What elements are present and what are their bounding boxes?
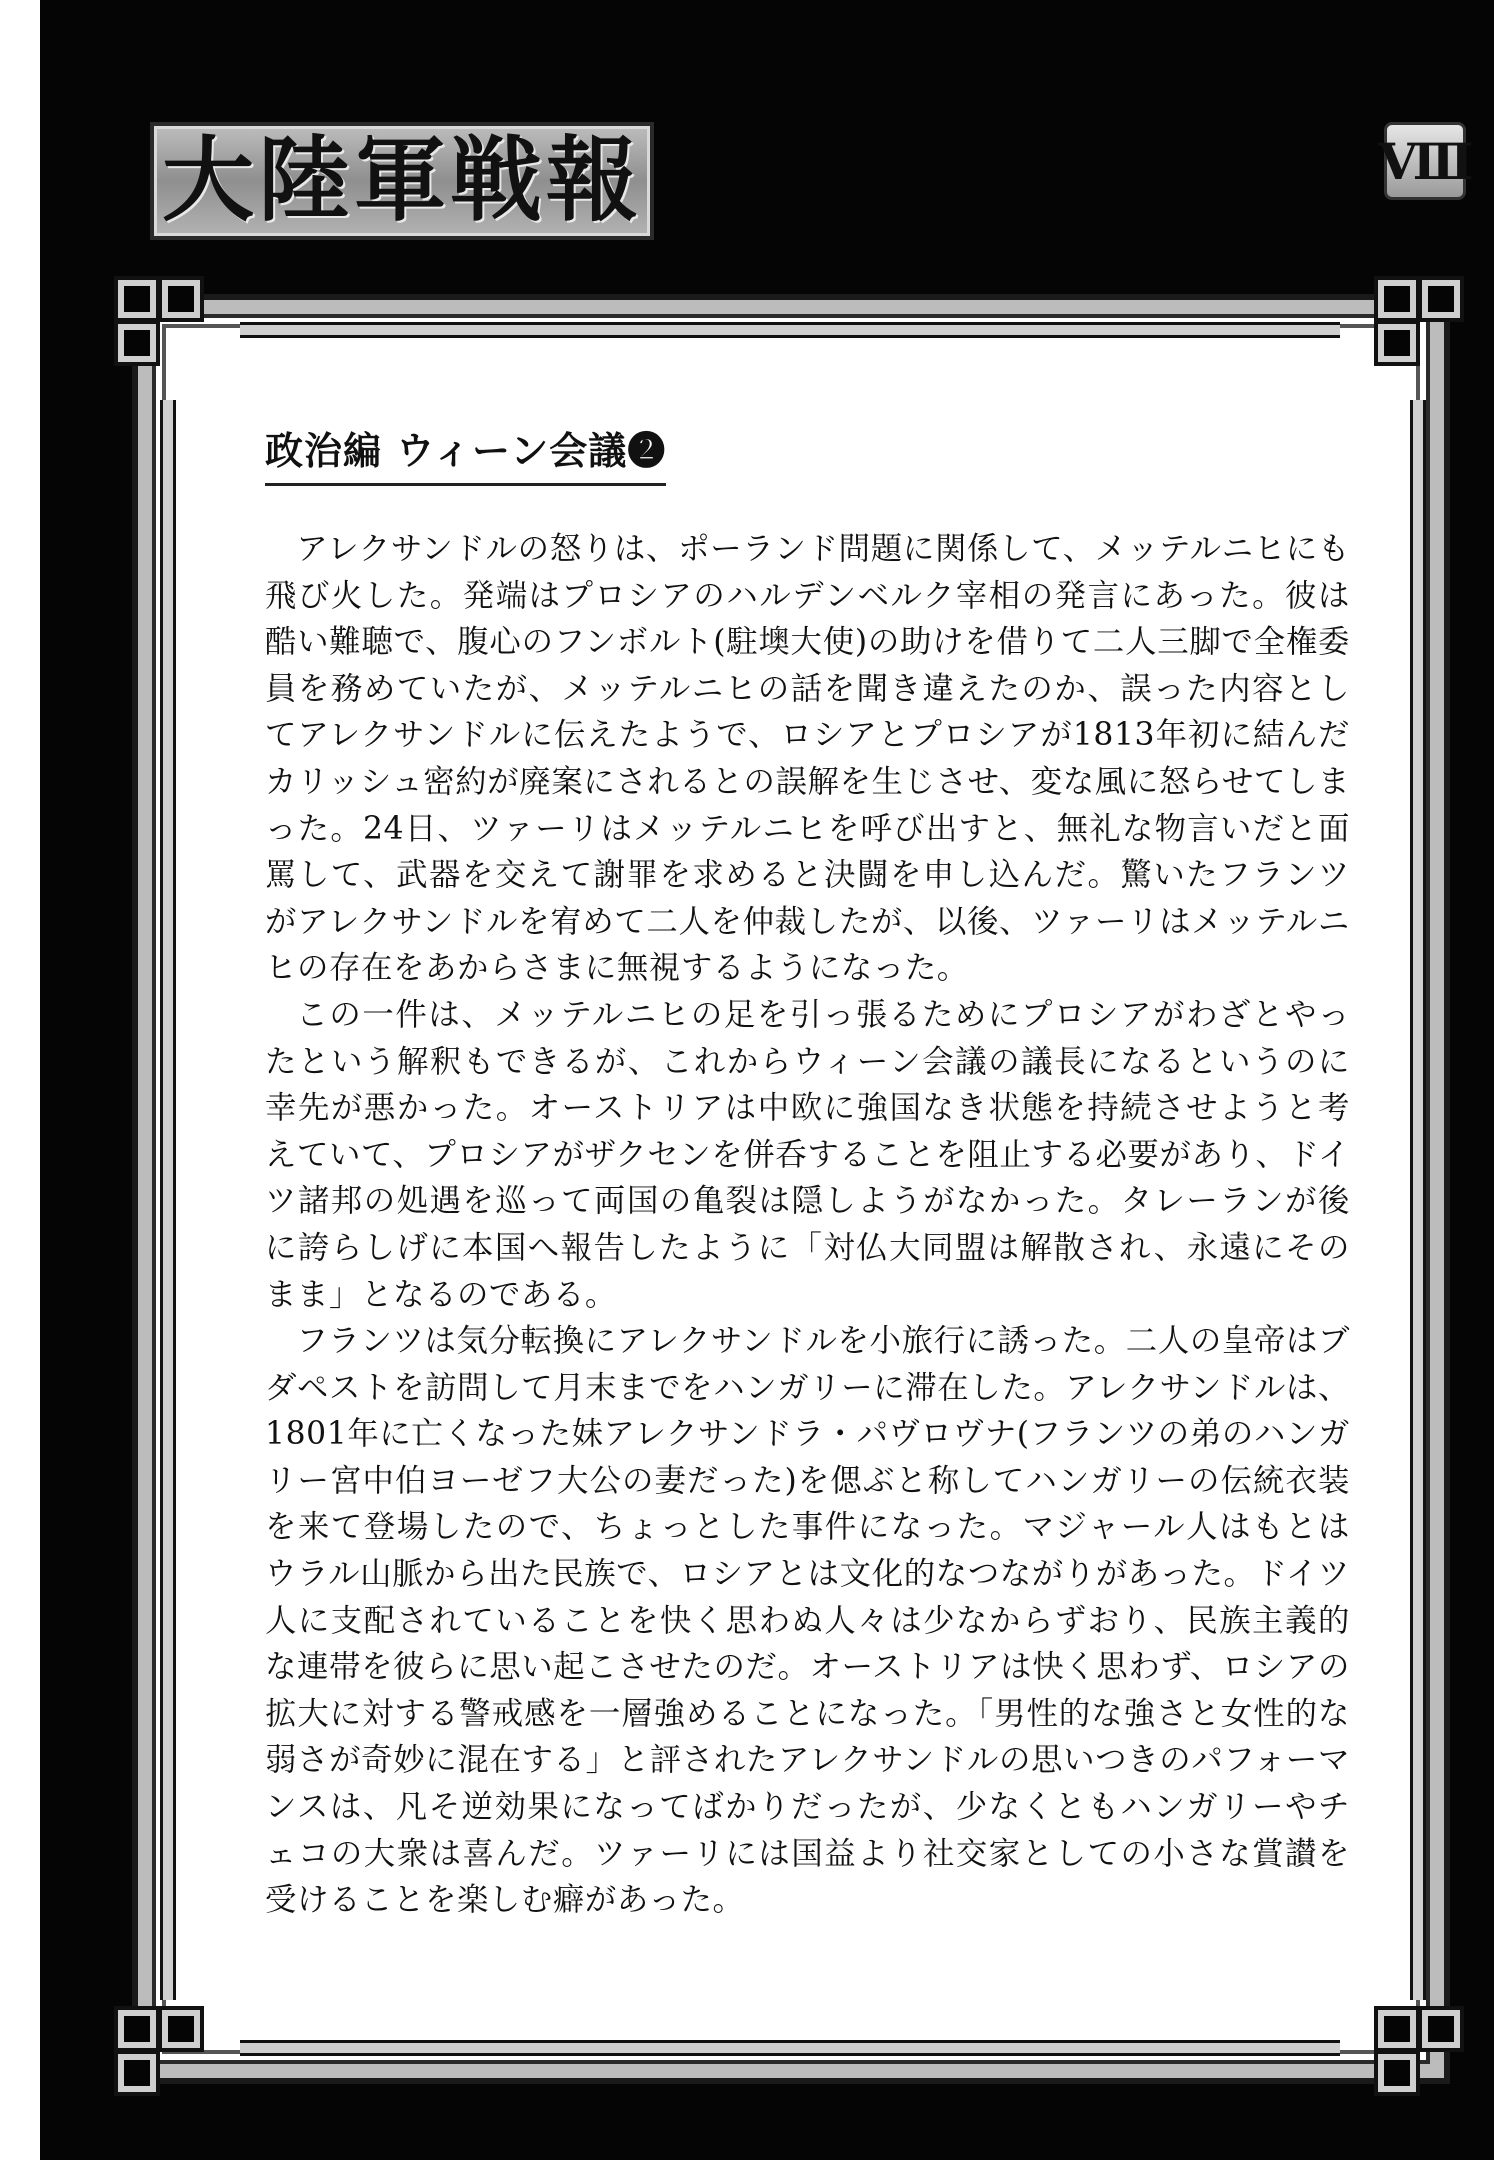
series-title-plate	[150, 122, 654, 240]
frame-corner-ornament	[1378, 280, 1464, 366]
frame-corner-ornament	[118, 2010, 204, 2096]
volume-badge	[1378, 122, 1472, 200]
frame-bottom-bar	[240, 2040, 1340, 2056]
frame-left-bar	[160, 400, 176, 2000]
paragraph: アレクサンドルの怒りは、ポーランド問題に関係して、メッテルニヒにも飛び火した。発端はプロシアのハルデンベルク宰相の発言にあった。彼は酷い難聴で、腹心のフンボルト(駐墺大使)の助けを借りて二人三脚で全権委員を務めていたが、メッテルニヒの話を聞き違えたのか、誤った内容としてアレクサンドルに伝えたようで、ロシアとプロシアが1813年初に結んだカリッシュ密約が廃案にされるとの誤解を生じさせ、変な風に怒らせてしまった。24日、ツァーリはメッテルニヒを呼び出すと、無礼な物言いだと面罵して、武器を交えて謝罪を求めると決闘を申し込んだ。驚いたフランツがアレクサンドルを宥めて二人を仲裁したが、以後、ツァーリはメッテルニヒの存在をあからさまに無視するようになった。	[265, 531, 1350, 987]
section-heading: 政治編 ウィーン会議❷	[265, 420, 666, 486]
paragraph: この一件は、メッテルニヒの足を引っ張るためにプロシアがわざとやったという解釈もできるが、これからウィーン会議の議長になるというのに幸先が悪かった。オーストリアは中欧に強国なき状態を持続させようと考えていて、プロシアがザクセンを併呑することを阻止する必要があり、ドイツ諸邦の処遇を巡って両国の亀裂は隠しようがなかった。タレーランが後に誇らしげに本国へ報告したように「対仏大同盟は解散され、永遠にそのまま」となるのである。	[265, 996, 1350, 1313]
frame-top-bar	[240, 322, 1340, 338]
article-body	[265, 420, 1350, 1924]
frame-corner-ornament	[118, 280, 204, 366]
volume-number: Ⅷ	[1378, 131, 1472, 191]
paragraph: フランツは気分転換にアレクサンドルを小旅行に誘った。二人の皇帝はブダペストを訪問して月末までをハンガリーに滞在した。アレクサンドルは、1801年に亡くなった妹アレクサンドラ・パヴロヴナ(フランツの弟のハンガリー宮中伯ヨーゼフ大公の妻だった)を偲ぶと称してハンガリーの伝統衣装を来て登場したので、ちょっとした事件になった。マジャール人はもとはウラル山脈から出た民族で、ロシアとは文化的なつながりがあった。ドイツ人に支配されていることを快く思わぬ人々は少なからずおり、民族主義的な連帯を彼らに思い起こさせたのだ。オーストリアは快く思わず、ロシアの拡大に対する警戒感を一層強めることになった。「男性的な強さと女性的な弱さが奇妙に混在する」と評されたアレクサンドルの思いつきのパフォーマンスは、凡そ逆効果になってばかりだったが、少なくともハンガリーやチェコの大衆は喜んだ。ツァーリには国益より社交家としての小さな賞讃を受けることを楽しむ癖があった。	[265, 1323, 1350, 1919]
frame-corner-ornament	[1378, 2010, 1464, 2096]
series-title: 大陸軍戦報	[161, 127, 642, 234]
page-margin	[0, 0, 40, 2160]
frame-right-bar	[1410, 400, 1426, 2000]
